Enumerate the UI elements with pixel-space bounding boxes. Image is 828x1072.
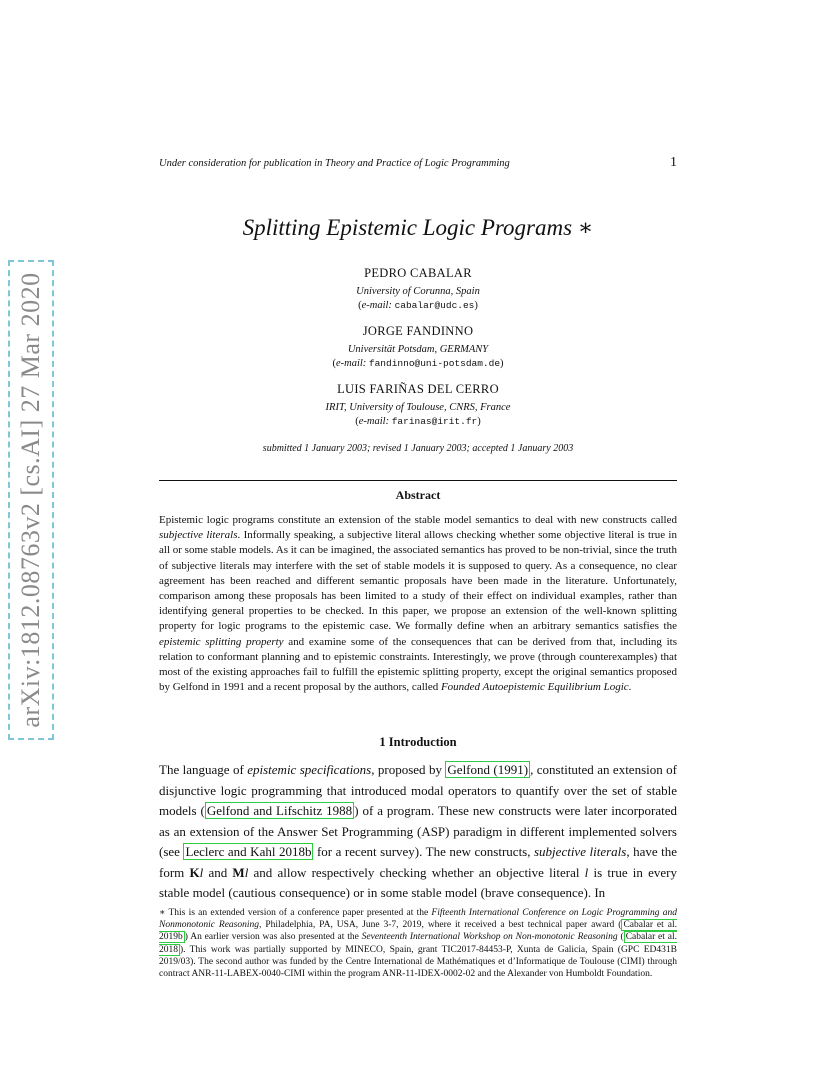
citation-link[interactable]: Gelfond and Lifschitz 1988 xyxy=(206,803,353,818)
abstract-text: Epistemic logic programs constitute an extension of the stable model semantics to deal with new constructs called subjective literals. Informally speaking, a subjective literal allows checking whether some objective literal is true in all or some stable models. As it can be imagined, the associated semantics has proved to be non-trivial, since the truth of subjective literals may interfere with the set of stable models it is supposed to query. As a consequence, no clear agreement has been reached and different semantic proposals have been made in the literature. Unfortunately, comparison among these proposals has been limited to a study of their effect on individual examples, rather than identifying general properties to be checked. In this paper, we propose an extension of the well-known splitting property for logic programs to the epistemic case. We formally define when an arbitrary semantics satisfies the epistemic splitting property and examine some of the consequences that can be derived from that, including its relation to conformant planning and to epistemic constraints. Interestingly, we prove (through counterexamples) that most of the existing approaches fail to fulfill the epistemic splitting property, except the original semantics proposed by Gelfond in 1991 and a recent proposal by the authors, called Founded Autoepistemic Equilibrium Logic. xyxy=(159,514,678,694)
author-name: PEDRO CABALAR xyxy=(364,266,472,280)
literal-symbol: l xyxy=(244,864,249,880)
author-name: JORGE FANDINNO xyxy=(362,324,474,338)
email-label: e-mail: xyxy=(358,416,390,427)
author-email-line: (e-mail: farinas@irit.fr) xyxy=(355,416,481,427)
modal-operator: M xyxy=(232,864,245,880)
emphasis: epistemic splitting property xyxy=(159,635,284,648)
introduction-text: The language of epistemic specifications, proposed by Gelfond (1991) , constituted an extension of disjunctive logic programming that introduced modal operators to quantify over the set of stable models ( Gelfond and Lifschitz 1988 ) of a program. These new constructs were later incorporated as an extension of the Answer Set Programming (ASP) paradigm in different implemented solvers (see Leclerc and Kahl 2018b for a recent survey). The new constructs, subjective literals, have the form Kl and Ml and allow respectively checking whether an objective literal l is true in every stable model (cautious consequence) or in some stable model (brave consequence). In xyxy=(159,762,678,900)
author-email[interactable]: cabalar@udc.es xyxy=(394,300,475,311)
email-label: e-mail: xyxy=(335,358,367,369)
author-affiliation: University of Corunna, Spain xyxy=(356,286,480,297)
literal-symbol: l xyxy=(199,864,204,880)
email-label: e-mail: xyxy=(361,300,392,311)
author-email-line: (e-mail: cabalar@udc.es) xyxy=(358,300,478,311)
section-heading-introduction: 1 Introduction xyxy=(379,735,457,749)
literal-symbol: l xyxy=(584,864,589,880)
emphasis: subjective literals xyxy=(534,844,627,859)
modal-operator: K xyxy=(189,864,200,880)
arxiv-identifier[interactable]: arXiv:1812.08763v2 [cs.AI] 27 Mar 2020 xyxy=(16,272,45,728)
citation-link[interactable]: Gelfond (1991) xyxy=(447,762,529,777)
author-affiliation: IRIT, University of Toulouse, CNRS, France xyxy=(325,402,511,413)
emphasis: epistemic specifications xyxy=(247,762,372,777)
citation-link[interactable]: Leclerc and Kahl 2018b xyxy=(185,844,312,859)
emphasis: Seventeenth International Workshop on Non-monotonic Reasoning xyxy=(361,932,618,943)
author-email[interactable]: fandinno@uni-potsdam.de xyxy=(368,358,501,369)
author-email-line: (e-mail: fandinno@uni-potsdam.de) xyxy=(332,358,504,369)
page-number: 1 xyxy=(670,155,677,170)
author-name: LUIS FARIÑAS DEL CERRO xyxy=(337,382,499,396)
emphasis: Founded Autoepistemic Equilibrium Logic xyxy=(440,681,629,694)
arxiv-identifier-stamp[interactable] xyxy=(8,260,54,740)
author-affiliation: Universität Potsdam, GERMANY xyxy=(347,344,489,355)
footnote: ∗ This is an extended version of a conference paper presented at the Fifteenth International Conference on Logic Programming and Nonmonotonic Reasoning, Philadelphia, PA, USA, June 3-7, 2019, where it received a best technical paper award ( Cabalar et al. 2019b ) An earlier version was also presented at the Seventeenth International Workshop on Non-monotonic Reasoning ( Cabalar et al. 2018 ). This work was partially supported by MINECO, Spain, grant TIC2017-84453-P, Xunta de Galicia, Spain (GPC ED431B 2019/03). The second author was funded by the Centre International de Mathématiques et d’Informatique de Toulouse (CIMI) through contract ANR-11-LABEX-0040-CIMI within the program ANR-11-IDEX-0002-02 and the Alexander von Humboldt Foundation. xyxy=(159,908,677,980)
citation-link[interactable]: Cabalar et al. 2019b xyxy=(159,920,677,943)
emphasis: subjective literals xyxy=(159,529,238,542)
emphasis: Fifteenth International Conference on Logic Programming and Nonmonotonic Reasoning xyxy=(159,908,677,931)
running-head: Under consideration for publication in Theory and Practice of Logic Programming xyxy=(159,158,510,169)
paper-title: Splitting Epistemic Logic Programs ∗ xyxy=(242,215,594,240)
submission-dates: submitted 1 January 2003; revised 1 January 2003; accepted 1 January 2003 xyxy=(262,443,574,454)
author-email[interactable]: farinas@irit.fr xyxy=(391,416,478,427)
citation-link[interactable]: Cabalar et al. 2018 xyxy=(159,932,677,955)
abstract-rule xyxy=(159,480,677,481)
abstract-heading: Abstract xyxy=(395,488,441,502)
footnote-mark: ∗ xyxy=(159,908,166,918)
